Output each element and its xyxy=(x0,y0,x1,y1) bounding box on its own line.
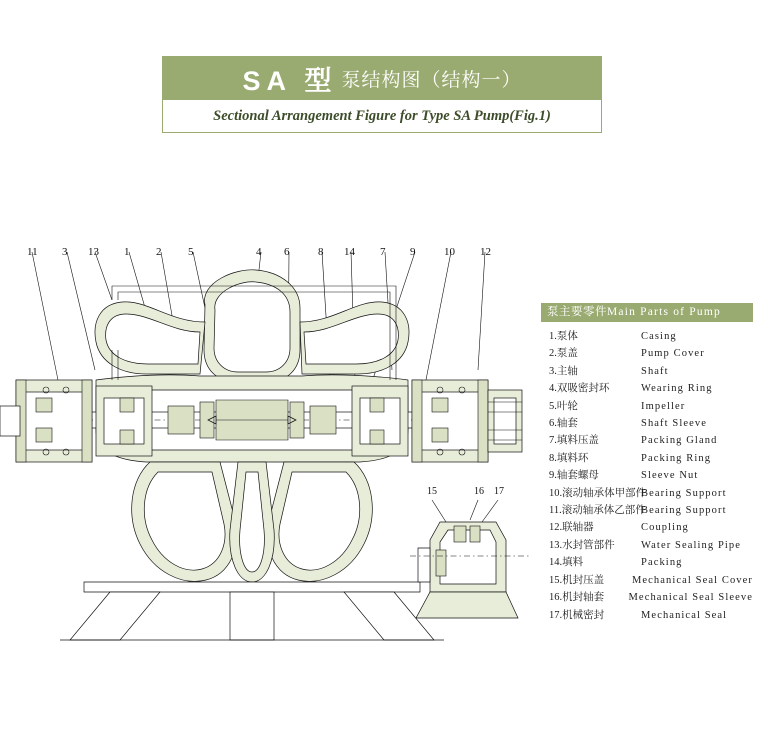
part-label-en: Mechanical Seal Cover xyxy=(631,574,753,586)
callout-label: 9 xyxy=(410,246,416,258)
parts-heading-cn: 泵主要零件 xyxy=(547,306,607,318)
parts-list xyxy=(541,328,753,624)
part-label-cn: 13.水封管部件 xyxy=(549,539,615,551)
part-label-en: Shaft xyxy=(641,365,669,377)
list-item xyxy=(541,328,753,345)
list-item xyxy=(541,467,753,484)
part-label-cn: 6.轴套 xyxy=(549,418,578,430)
part-label-cn: 10.滚动轴承体甲部件 xyxy=(549,487,647,499)
callout-label: 12 xyxy=(480,246,491,258)
callout-label: 7 xyxy=(380,246,386,258)
callout-label: 15 xyxy=(427,486,437,497)
mechanical-seal-detail-view xyxy=(410,496,540,626)
part-label-cn: 8.填料环 xyxy=(549,452,589,464)
list-item xyxy=(541,398,753,415)
part-label-en: Packing Gland xyxy=(641,435,718,447)
part-label-cn: 15.机封压盖 xyxy=(549,574,605,586)
callout-label: 11 xyxy=(27,246,38,258)
part-label-cn: 17.机械密封 xyxy=(549,609,605,621)
callout-label: 1 xyxy=(124,246,130,258)
title-en-bar xyxy=(162,100,602,133)
part-label-cn: 9.轴套螺母 xyxy=(549,470,599,482)
list-item xyxy=(541,554,753,571)
parts-list-heading xyxy=(541,303,753,322)
part-label-en: Packing Ring xyxy=(641,452,712,464)
part-label-en: Bearing Support xyxy=(641,505,727,517)
part-label-en: Casing xyxy=(641,331,677,342)
callout-label: 8 xyxy=(318,246,324,258)
part-label-en: Impeller xyxy=(641,400,686,412)
part-label-en: Packing xyxy=(641,557,683,569)
list-item xyxy=(541,589,753,606)
callout-label: 10 xyxy=(444,246,455,258)
list-item xyxy=(541,485,753,502)
callout-label: 5 xyxy=(188,246,194,258)
callout-label: 14 xyxy=(344,246,355,258)
list-item xyxy=(541,572,753,589)
list-item xyxy=(541,519,753,536)
callout-label: 17 xyxy=(494,486,504,497)
part-label-en: Coupling xyxy=(641,522,689,534)
title-cn-sub: 泵结构图（结构一） xyxy=(341,69,522,91)
list-item xyxy=(541,537,753,554)
list-item xyxy=(541,345,753,362)
part-label-cn: 14.填料 xyxy=(549,557,584,569)
part-label-cn: 12.联轴器 xyxy=(549,522,594,534)
part-label-cn: 4.双吸密封环 xyxy=(549,383,610,395)
list-item xyxy=(541,607,753,624)
part-label-en: Shaft Sleeve xyxy=(641,418,707,430)
list-item xyxy=(541,450,753,467)
callout-label: 4 xyxy=(256,246,262,258)
callout-label: 2 xyxy=(156,246,162,258)
part-label-cn: 3.主轴 xyxy=(549,365,578,377)
part-label-en: Sleeve Nut xyxy=(641,470,699,482)
part-label-en: Pump Cover xyxy=(641,348,705,360)
part-label-cn: 5.叶轮 xyxy=(549,400,578,412)
part-label-cn: 1.泵体 xyxy=(549,331,578,342)
title-en-text: Sectional Arrangement Figure for Type SA Pump(Fig.1) xyxy=(213,107,551,124)
callout-label: 3 xyxy=(62,246,68,258)
part-label-cn: 11.滚动轴承体乙部件 xyxy=(549,505,646,517)
part-label-en: Wearing Ring xyxy=(641,383,713,395)
part-label-cn: 7.填料压盖 xyxy=(549,435,599,447)
page-header xyxy=(162,56,602,133)
list-item xyxy=(541,415,753,432)
callout-label: 13 xyxy=(88,246,99,258)
list-item xyxy=(541,502,753,519)
callout-label: 16 xyxy=(474,486,484,497)
list-item xyxy=(541,380,753,397)
parts-heading-en: Main Parts of Pump xyxy=(607,306,721,318)
list-item xyxy=(541,363,753,380)
parts-list-panel xyxy=(541,303,753,624)
title-bar xyxy=(162,56,602,100)
part-label-en: Mechanical Seal xyxy=(641,609,728,621)
part-label-cn: 2.泵盖 xyxy=(549,348,578,360)
part-label-en: Water Sealing Pipe xyxy=(641,539,742,551)
part-label-cn: 16.机封轴套 xyxy=(549,592,605,604)
callout-label: 6 xyxy=(284,246,290,258)
title-cn-main: SA 型 xyxy=(242,65,338,96)
list-item xyxy=(541,432,753,449)
part-label-en: Mechanical Seal Sleeve xyxy=(628,592,753,604)
part-label-en: Bearing Support xyxy=(641,487,727,499)
